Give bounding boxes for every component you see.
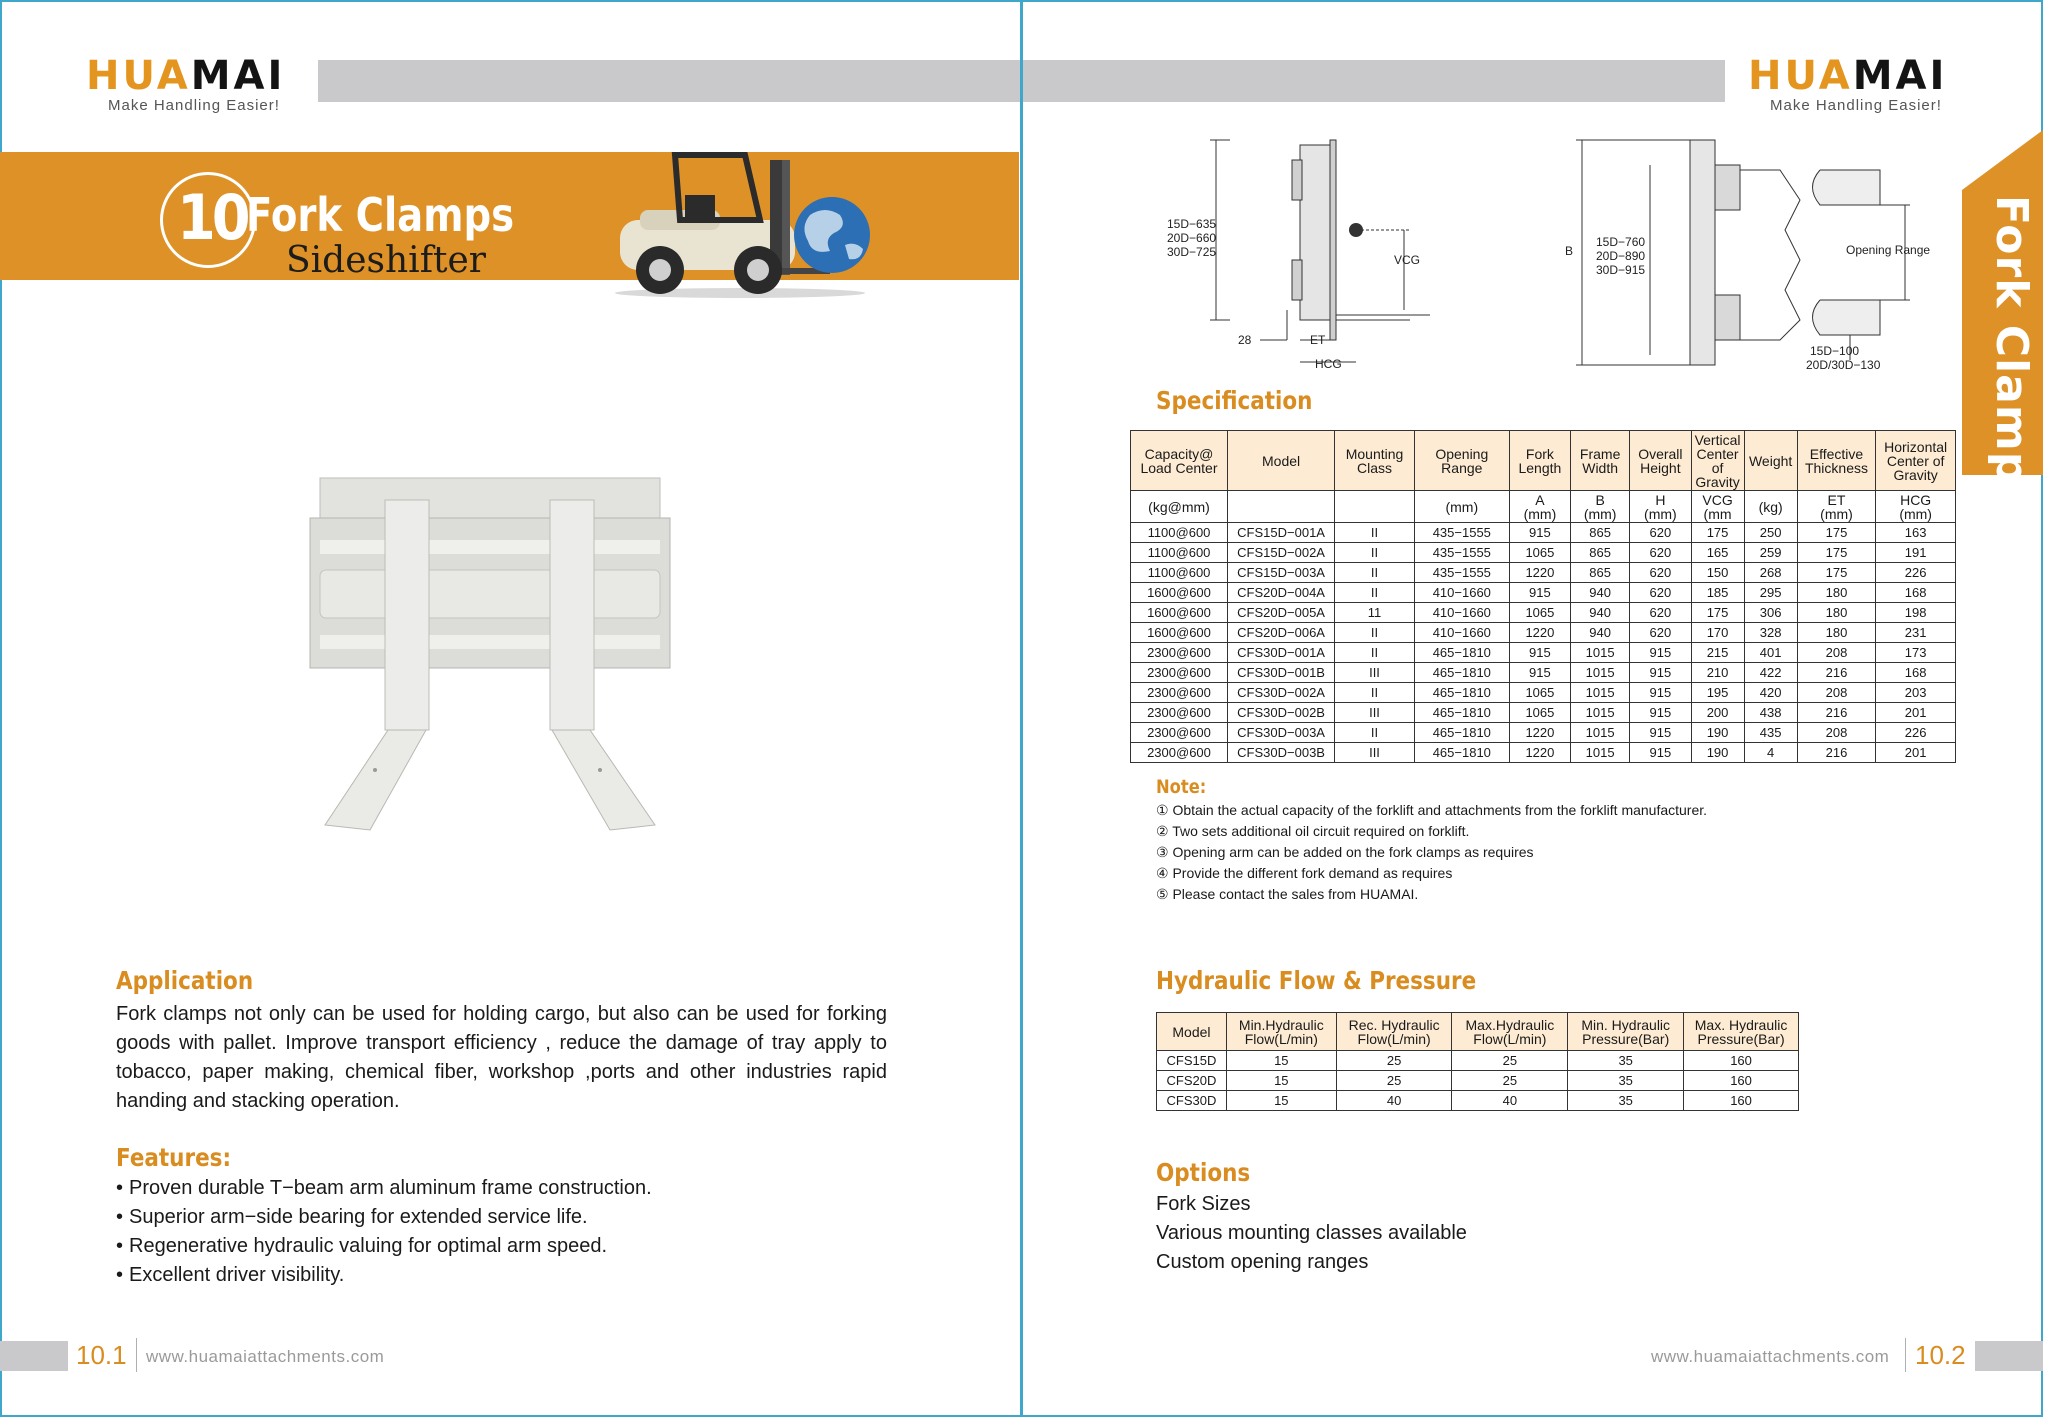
unit-cell: ET (mm) — [1797, 491, 1876, 523]
table-cell: 940 — [1571, 583, 1630, 603]
table-cell: 410−1660 — [1414, 623, 1509, 643]
table-row — [1131, 663, 1956, 683]
table-cell: 231 — [1876, 623, 1956, 643]
svg-text:20D−660: 20D−660 — [1167, 231, 1217, 245]
table-cell: 210 — [1691, 663, 1744, 683]
table-cell: 168 — [1876, 583, 1956, 603]
table-cell: 915 — [1630, 703, 1691, 723]
options-list — [1156, 1190, 1467, 1277]
table-cell: 175 — [1691, 523, 1744, 543]
note-heading: Note: — [1156, 776, 1207, 798]
table-cell: 865 — [1571, 563, 1630, 583]
table-cell: 259 — [1744, 543, 1797, 563]
svg-text:30D−725: 30D−725 — [1167, 245, 1217, 259]
table-cell: 216 — [1797, 703, 1876, 723]
table-cell: 180 — [1797, 623, 1876, 643]
section-number-badge: 10 — [160, 172, 256, 268]
svg-text:30D−915: 30D−915 — [1596, 263, 1646, 277]
table-cell: 1015 — [1571, 703, 1630, 723]
table-cell: 208 — [1797, 683, 1876, 703]
feature-item: • Proven durable T−beam arm aluminum frame construction. — [116, 1174, 652, 1203]
table-cell: 160 — [1684, 1071, 1799, 1091]
column-header: Min. Hydraulic Pressure(Bar) — [1568, 1013, 1684, 1051]
note-item: ① Obtain the actual capacity of the forklift and attachments from the forklift manufacturer. — [1156, 802, 1708, 818]
unit-cell: (kg@mm) — [1131, 491, 1228, 523]
table-cell: CFS30D — [1157, 1091, 1227, 1111]
table-cell: 435 — [1744, 723, 1797, 743]
table-cell: 1220 — [1509, 623, 1570, 643]
specification-table — [1130, 430, 1956, 763]
column-header: Frame Width — [1571, 431, 1630, 491]
footer-tab-left — [0, 1341, 68, 1371]
footer-separator — [136, 1338, 137, 1372]
table-cell: 15 — [1226, 1091, 1336, 1111]
column-header: Horizontal Center of Gravity — [1876, 431, 1956, 491]
table-cell: III — [1335, 703, 1415, 723]
table-cell: 2300@600 — [1131, 723, 1228, 743]
column-header: Mounting Class — [1335, 431, 1415, 491]
table-cell: 1015 — [1571, 743, 1630, 763]
column-header: Vertical Center of Gravity — [1691, 431, 1744, 491]
table-row — [1131, 543, 1956, 563]
table-cell: 2300@600 — [1131, 663, 1228, 683]
page-spine — [1020, 0, 1023, 1417]
table-cell: 620 — [1630, 583, 1691, 603]
table-cell: 40 — [1452, 1091, 1568, 1111]
table-row — [1131, 703, 1956, 723]
table-cell: 215 — [1691, 643, 1744, 663]
table-cell: 2300@600 — [1131, 743, 1228, 763]
table-cell: 465−1810 — [1414, 743, 1509, 763]
column-header: Rec. Hydraulic Flow(L/min) — [1336, 1013, 1452, 1051]
table-cell: 208 — [1797, 643, 1876, 663]
features-heading: Features: — [116, 1143, 232, 1172]
table-cell: 1015 — [1571, 683, 1630, 703]
table-cell: CFS20D−005A — [1227, 603, 1334, 623]
table-cell: 35 — [1568, 1091, 1684, 1111]
table-cell: CFS15D−001A — [1227, 523, 1334, 543]
table-cell: 190 — [1691, 723, 1744, 743]
table-cell: 150 — [1691, 563, 1744, 583]
column-header: Fork Length — [1509, 431, 1570, 491]
table-cell: CFS30D−003A — [1227, 723, 1334, 743]
table-cell: 865 — [1571, 543, 1630, 563]
table-cell: 201 — [1876, 743, 1956, 763]
feature-item: • Excellent driver visibility. — [116, 1261, 652, 1290]
table-cell: 915 — [1630, 643, 1691, 663]
page-number-right: 10.2 — [1915, 1340, 1966, 1370]
table-cell: CFS30D−001B — [1227, 663, 1334, 683]
unit-cell — [1335, 491, 1415, 523]
table-cell: 180 — [1797, 603, 1876, 623]
table-cell: CFS30D−002A — [1227, 683, 1334, 703]
table-cell: 435−1555 — [1414, 523, 1509, 543]
table-cell: 328 — [1744, 623, 1797, 643]
table-header-row — [1157, 1013, 1799, 1051]
note-item: ③ Opening arm can be added on the fork clamps as requires — [1156, 844, 1534, 860]
table-cell: CFS15D−002A — [1227, 543, 1334, 563]
table-cell: 1600@600 — [1131, 603, 1228, 623]
table-cell: 420 — [1744, 683, 1797, 703]
table-cell: 401 — [1744, 643, 1797, 663]
options-heading: Options — [1156, 1158, 1251, 1187]
footer-separator — [1905, 1338, 1906, 1372]
table-cell: 1065 — [1509, 703, 1570, 723]
table-cell: 165 — [1691, 543, 1744, 563]
table-cell: 168 — [1876, 663, 1956, 683]
svg-text:28: 28 — [1238, 333, 1252, 347]
fork-clamp-product-image — [300, 470, 680, 840]
section-title: Fork Clamps — [246, 188, 515, 242]
table-cell: 170 — [1691, 623, 1744, 643]
table-cell: 1065 — [1509, 603, 1570, 623]
table-cell: 25 — [1452, 1071, 1568, 1091]
table-cell: 620 — [1630, 623, 1691, 643]
footer-tab-right — [1975, 1341, 2043, 1371]
table-cell: 1600@600 — [1131, 623, 1228, 643]
feature-item: • Superior arm−side bearing for extended service life. — [116, 1203, 652, 1232]
table-cell: 1015 — [1571, 723, 1630, 743]
features-list — [116, 1174, 652, 1290]
table-cell: II — [1335, 623, 1415, 643]
table-cell: 1100@600 — [1131, 543, 1228, 563]
table-cell: 940 — [1571, 603, 1630, 623]
table-cell: 620 — [1630, 603, 1691, 623]
table-cell: 422 — [1744, 663, 1797, 683]
brand-tagline: Make Handling Easier! — [108, 97, 280, 114]
table-cell: 203 — [1876, 683, 1956, 703]
table-cell: 208 — [1797, 723, 1876, 743]
hydraulic-heading: Hydraulic Flow & Pressure — [1156, 966, 1477, 995]
table-cell: 35 — [1568, 1051, 1684, 1071]
table-cell: 160 — [1684, 1091, 1799, 1111]
table-cell: 15 — [1226, 1071, 1336, 1091]
column-header: Min.Hydraulic Flow(L/min) — [1226, 1013, 1336, 1051]
table-cell: II — [1335, 723, 1415, 743]
table-cell: 1015 — [1571, 663, 1630, 683]
option-item: Fork Sizes — [1156, 1193, 1251, 1215]
table-row — [1131, 683, 1956, 703]
table-cell: 1100@600 — [1131, 523, 1228, 543]
table-row — [1131, 603, 1956, 623]
table-cell: CFS30D−001A — [1227, 643, 1334, 663]
table-cell: II — [1335, 563, 1415, 583]
table-cell: 11 — [1335, 603, 1415, 623]
footer-url-left[interactable]: www.huamaiattachments.com — [146, 1347, 385, 1366]
table-cell: 200 — [1691, 703, 1744, 723]
table-cell: II — [1335, 683, 1415, 703]
table-cell: 250 — [1744, 523, 1797, 543]
table-cell: 198 — [1876, 603, 1956, 623]
table-cell: 465−1810 — [1414, 703, 1509, 723]
column-header: Effective Thickness — [1797, 431, 1876, 491]
table-row — [1157, 1091, 1799, 1111]
section-subtitle: Sideshifter — [286, 240, 487, 281]
table-cell: CFS20D — [1157, 1071, 1227, 1091]
table-cell: 438 — [1744, 703, 1797, 723]
table-cell: 915 — [1630, 683, 1691, 703]
table-cell: 435−1555 — [1414, 543, 1509, 563]
table-cell: 191 — [1876, 543, 1956, 563]
column-header: Model — [1157, 1013, 1227, 1051]
application-heading: Application — [116, 966, 254, 995]
table-cell: 865 — [1571, 523, 1630, 543]
table-cell: 40 — [1336, 1091, 1452, 1111]
table-cell: 160 — [1684, 1051, 1799, 1071]
table-cell: 226 — [1876, 563, 1956, 583]
table-header-row — [1131, 431, 1956, 491]
header-bar-left — [318, 60, 1020, 102]
svg-text:20D/30D−130: 20D/30D−130 — [1806, 358, 1881, 372]
note-list — [1156, 800, 1707, 905]
svg-text:20D−890: 20D−890 — [1596, 249, 1646, 263]
svg-text:15D−100: 15D−100 — [1810, 344, 1860, 358]
column-header: Overall Height — [1630, 431, 1691, 491]
table-row — [1157, 1051, 1799, 1071]
table-cell: 190 — [1691, 743, 1744, 763]
table-cell: II — [1335, 643, 1415, 663]
table-cell: 175 — [1797, 563, 1876, 583]
table-cell: 185 — [1691, 583, 1744, 603]
table-row — [1157, 1071, 1799, 1091]
note-item: ④ Provide the different fork demand as requires — [1156, 865, 1453, 881]
application-text: Fork clamps not only can be used for holding cargo, but also can be used for forking goods with pallet. Improve transport efficiency , reduce the damage of tray apply to tobacco, paper making, chemical fiber, workshop ,ports and other industries rapid handing and stacking operation. — [116, 1003, 887, 1112]
column-header: Max.Hydraulic Flow(L/min) — [1452, 1013, 1568, 1051]
table-cell: 1220 — [1509, 743, 1570, 763]
svg-text:15D−635: 15D−635 — [1167, 217, 1217, 231]
table-cell: 915 — [1509, 643, 1570, 663]
table-cell: 216 — [1797, 743, 1876, 763]
option-item: Custom opening ranges — [1156, 1251, 1369, 1273]
table-row — [1131, 523, 1956, 543]
table-cell: 1220 — [1509, 723, 1570, 743]
table-cell: 295 — [1744, 583, 1797, 603]
table-cell: 195 — [1691, 683, 1744, 703]
table-cell: 435−1555 — [1414, 563, 1509, 583]
table-cell: III — [1335, 663, 1415, 683]
brand-logo-right: HUAMAI Make Handling Easier! — [1748, 55, 1978, 115]
feature-item: • Regenerative hydraulic valuing for optimal arm speed. — [116, 1232, 652, 1261]
table-cell: 915 — [1509, 583, 1570, 603]
unit-cell: (mm) — [1414, 491, 1509, 523]
table-cell: 268 — [1744, 563, 1797, 583]
table-cell: CFS15D−003A — [1227, 563, 1334, 583]
svg-text:HCG: HCG — [1315, 357, 1342, 371]
table-cell: 35 — [1568, 1071, 1684, 1091]
table-cell: 175 — [1691, 603, 1744, 623]
table-row — [1131, 643, 1956, 663]
table-cell: 226 — [1876, 723, 1956, 743]
table-cell: II — [1335, 543, 1415, 563]
table-cell: 465−1810 — [1414, 683, 1509, 703]
table-cell: 201 — [1876, 703, 1956, 723]
hydraulic-table — [1156, 1012, 1799, 1111]
unit-cell: VCG (mm — [1691, 491, 1744, 523]
table-row — [1131, 723, 1956, 743]
table-cell: 2300@600 — [1131, 643, 1228, 663]
table-cell: CFS30D−003B — [1227, 743, 1334, 763]
table-row — [1131, 563, 1956, 583]
table-cell: 1100@600 — [1131, 563, 1228, 583]
table-cell: 915 — [1630, 743, 1691, 763]
forklift-illustration — [610, 150, 900, 300]
table-cell: 465−1810 — [1414, 663, 1509, 683]
table-cell: 2300@600 — [1131, 703, 1228, 723]
side-view-diagram — [1160, 130, 1480, 380]
header-bar-right — [1023, 60, 1725, 102]
table-cell: CFS20D−004A — [1227, 583, 1334, 603]
unit-cell: A (mm) — [1509, 491, 1570, 523]
top-view-diagram — [1560, 130, 1931, 380]
table-unit-row — [1131, 491, 1956, 523]
table-row — [1131, 583, 1956, 603]
note-item: ② Two sets additional oil circuit required on forklift. — [1156, 823, 1470, 839]
table-cell: 1065 — [1509, 543, 1570, 563]
table-cell: III — [1335, 743, 1415, 763]
specification-heading: Specification — [1156, 386, 1313, 415]
table-cell: 4 — [1744, 743, 1797, 763]
table-row — [1131, 743, 1956, 763]
svg-text:Opening Range: Opening Range — [1846, 243, 1931, 257]
note-item: ⑤ Please contact the sales from HUAMAI. — [1156, 886, 1419, 902]
table-cell: 306 — [1744, 603, 1797, 623]
footer-url-right[interactable]: www.huamaiattachments.com — [1651, 1347, 1890, 1366]
column-header: Max. Hydraulic Pressure(Bar) — [1684, 1013, 1799, 1051]
brand-tagline: Make Handling Easier! — [1770, 97, 1942, 114]
table-cell: II — [1335, 583, 1415, 603]
table-cell: 915 — [1509, 663, 1570, 683]
table-cell: 15 — [1226, 1051, 1336, 1071]
table-cell: 25 — [1452, 1051, 1568, 1071]
table-cell: II — [1335, 523, 1415, 543]
column-header: Opening Range — [1414, 431, 1509, 491]
table-cell: 25 — [1336, 1051, 1452, 1071]
table-cell: 915 — [1630, 663, 1691, 683]
table-cell: 2300@600 — [1131, 683, 1228, 703]
svg-text:VCG: VCG — [1394, 253, 1421, 267]
unit-cell — [1227, 491, 1334, 523]
table-cell: 465−1810 — [1414, 643, 1509, 663]
table-cell: 465−1810 — [1414, 723, 1509, 743]
table-cell: 915 — [1509, 523, 1570, 543]
unit-cell: H (mm) — [1630, 491, 1691, 523]
column-header: Capacity@ Load Center — [1131, 431, 1228, 491]
table-cell: 175 — [1797, 523, 1876, 543]
unit-cell: B (mm) — [1571, 491, 1630, 523]
table-cell: 1600@600 — [1131, 583, 1228, 603]
table-row — [1131, 623, 1956, 643]
table-cell: 216 — [1797, 663, 1876, 683]
table-cell: 915 — [1630, 723, 1691, 743]
table-cell: 620 — [1630, 523, 1691, 543]
unit-cell: (kg) — [1744, 491, 1797, 523]
table-cell: 173 — [1876, 643, 1956, 663]
table-cell: 175 — [1797, 543, 1876, 563]
brand-logo-left: HUAMAI Make Handling Easier! — [86, 55, 316, 115]
side-tab-label: Fork Clamps — [1986, 195, 2037, 512]
svg-text:B: B — [1565, 244, 1574, 258]
table-cell: 25 — [1336, 1071, 1452, 1091]
table-cell: CFS20D−006A — [1227, 623, 1334, 643]
page-number-left: 10.1 — [76, 1340, 127, 1370]
table-cell: CFS30D−002B — [1227, 703, 1334, 723]
table-cell: CFS15D — [1157, 1051, 1227, 1071]
column-header: Model — [1227, 431, 1334, 491]
table-cell: 1015 — [1571, 643, 1630, 663]
table-cell: 620 — [1630, 543, 1691, 563]
column-header: Weight — [1744, 431, 1797, 491]
table-cell: 1220 — [1509, 563, 1570, 583]
table-cell: 410−1660 — [1414, 603, 1509, 623]
table-cell: 1065 — [1509, 683, 1570, 703]
table-cell: 163 — [1876, 523, 1956, 543]
svg-text:ET: ET — [1310, 333, 1326, 347]
table-cell: 180 — [1797, 583, 1876, 603]
svg-text:15D−760: 15D−760 — [1596, 235, 1646, 249]
unit-cell: HCG (mm) — [1876, 491, 1956, 523]
table-cell: 940 — [1571, 623, 1630, 643]
table-cell: 410−1660 — [1414, 583, 1509, 603]
option-item: Various mounting classes available — [1156, 1222, 1467, 1244]
table-cell: 620 — [1630, 563, 1691, 583]
